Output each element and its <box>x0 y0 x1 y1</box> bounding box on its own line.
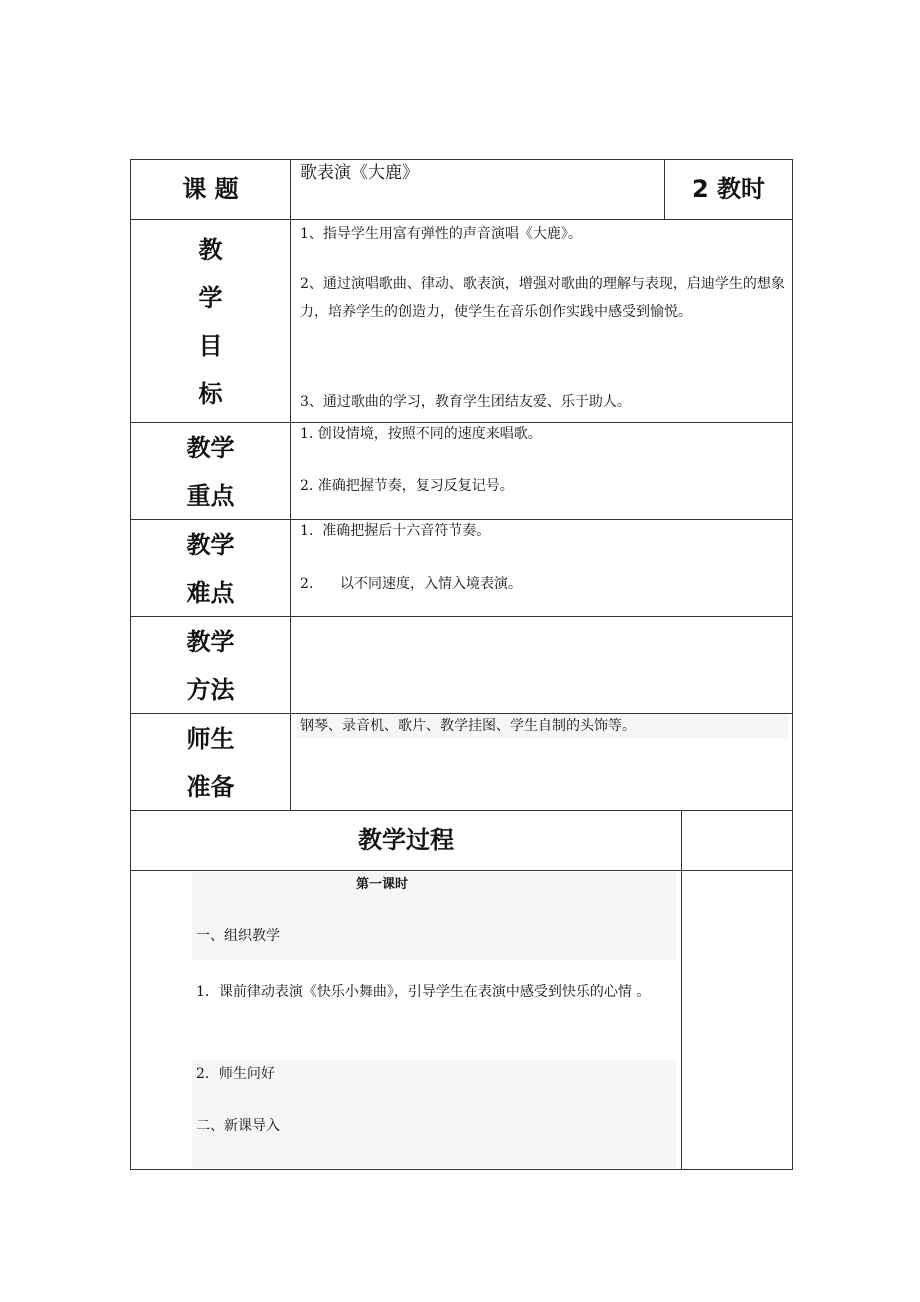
process-step: 二、新课导入 <box>196 1118 280 1134</box>
difficulty-item: 1. 准确把握后十六音符节奏。 <box>300 523 491 539</box>
preparation-label <box>131 715 290 811</box>
difficulty-item: 2. 以不同速度，入情入境表演。 <box>300 576 523 592</box>
difficulties-label-line: 教学 <box>186 531 235 559</box>
methods-label-line: 方法 <box>186 676 235 704</box>
objective-item: 3、通过歌曲的学习，教育学生团结友爱、乐于助人。 <box>300 394 631 410</box>
key-points-label-line: 重点 <box>186 482 235 510</box>
topic-value: 歌表演《大鹿》 <box>300 163 419 183</box>
process-step: 1．课前律动表演《快乐小舞曲》，引导学生在表演中感受到快乐的心情 。 <box>196 984 651 1000</box>
objective-item: 2、通过演唱歌曲、律动、歌表演，增强对歌曲的理解与表现，启迪学生的想象力，培养学生的创造力，使学生在音乐创作实践中感受到愉悦。 <box>300 276 785 320</box>
objective-item: 1、指导学生用富有弹性的声音演唱《大鹿》。 <box>300 226 582 242</box>
key-point-item: 2. 准确把握节奏，复习反复记号。 <box>300 478 514 494</box>
objectives-label-char: 学 <box>198 284 223 312</box>
objectives-label-char: 教 <box>198 236 223 264</box>
period-count: 2 教时 <box>691 175 766 203</box>
difficulties-label <box>131 521 290 617</box>
process-side-divider <box>681 810 682 1170</box>
process-title: 教学过程 <box>358 826 454 854</box>
key-point-item: 1. 创设情境，按照不同的速度来唱歌。 <box>300 426 542 442</box>
methods-label-line: 教学 <box>186 628 235 656</box>
table-border-bottom <box>130 1169 793 1170</box>
lesson-session-title: 第一课时 <box>355 877 408 892</box>
preparation-content: 钢琴、录音机、歌片、教学挂图、学生自制的头饰等。 <box>296 714 788 738</box>
objectives-label-char: 标 <box>198 380 223 408</box>
table-border-right <box>792 159 793 1170</box>
topic-label: 课 题 <box>182 175 239 203</box>
label-column-divider <box>290 159 291 811</box>
objectives-label-char: 目 <box>198 332 223 360</box>
objectives-label <box>131 226 290 418</box>
process-step: 2．师生问好 <box>196 1066 275 1082</box>
key-points-label-line: 教学 <box>186 434 235 462</box>
methods-content <box>300 618 788 708</box>
methods-label <box>131 618 290 714</box>
process-step: 一、组织教学 <box>196 928 280 944</box>
preparation-label-line: 准备 <box>186 773 235 801</box>
row-divider <box>130 870 793 871</box>
key-points-label <box>131 424 290 520</box>
preparation-label-line: 师生 <box>186 725 235 753</box>
difficulties-label-line: 难点 <box>186 579 235 607</box>
